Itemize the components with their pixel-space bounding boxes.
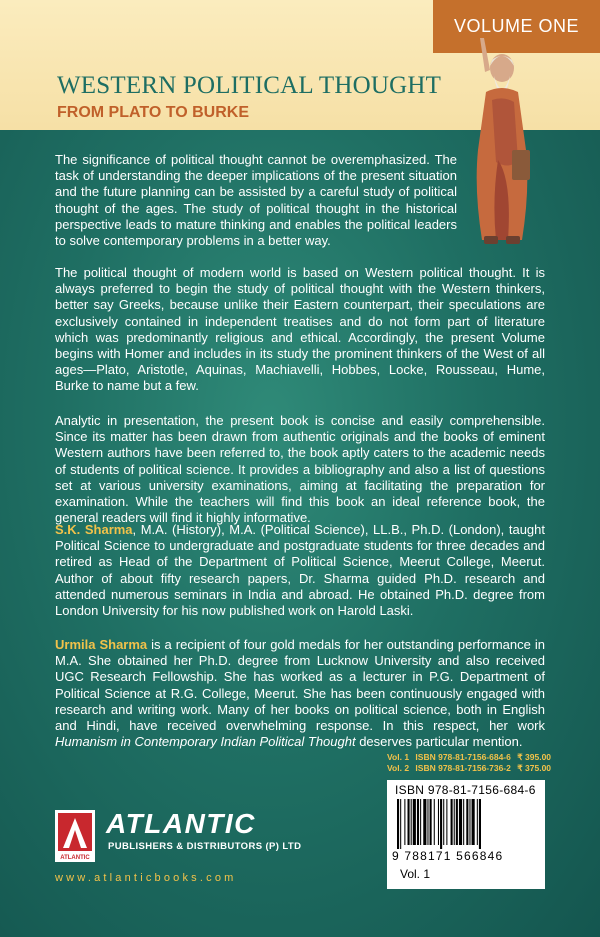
publisher-website: www.atlanticbooks.com: [55, 872, 237, 884]
barcode-digits: 9 788171 566846: [392, 849, 504, 863]
barcode-panel: [387, 780, 545, 889]
isbn-vol: Vol. 1: [387, 752, 410, 762]
publisher-subline: PUBLISHERS & DISTRIBUTORS (P) LTD: [108, 841, 302, 852]
author-bio-urmila-sharma: [55, 637, 545, 750]
publisher-name: ATLANTIC: [106, 808, 256, 839]
description-paragraph-2: The political thought of modern world is based on Western political thought. It is always preferred to begin the study of political thought with the Western thinkers, better say Greeks, because unlike their Eastern counterpart, their speculations are exclusively contained in independent treatises and do not form part of literature which was predominantly religious and ethical. Accordingly, the present Volume begins with Homer and includes in its study the prominent thinkers of the West of all ages—Plato, Aristotle, Aquinas, Machiavelli, Hobbes, Locke, Rousseau, Hume, Burke to name but a few.: [55, 265, 545, 394]
isbn-price: ₹ 375.00: [517, 763, 552, 773]
isbn-vol: Vol. 2: [387, 763, 410, 773]
book-title: WESTERN POLITICAL THOUGHT: [57, 72, 442, 99]
author-bio-text: , M.A. (History), M.A. (Political Science), LL.B., Ph.D. (London), taught Political Science to undergraduate and postgraduate students for three decades and retired as Head of the Department of Political Science, Meerut College, Meerut. Author of about fifty research papers, Dr. Sharma guided Ph.D. research and attended numerous seminars in India and abroad. He obtained Ph.D. degree from London University for his now published work on Harold Laski.: [55, 522, 545, 619]
author-name-sk-sharma: S.K. Sharma: [55, 522, 133, 537]
isbn-row: [387, 763, 555, 774]
barcode-image: [397, 799, 535, 849]
author-name-urmila-sharma: Urmila Sharma: [55, 637, 148, 652]
book-reference: Humanism in Contemporary Indian Political Thought: [55, 734, 356, 750]
barcode-isbn-text: ISBN 978-81-7156-684-6: [395, 783, 536, 797]
volume-label: VOLUME ONE: [433, 0, 600, 53]
logo-caption: ATLANTIC: [60, 855, 90, 861]
description-paragraph-3: Analytic in presentation, the present book is concise and easily comprehensible. Since its matter has been drawn from authentic originals and the books of eminent Western authors have been referred to, the book aptly caters to the academic needs of students of political science. It provides a bibliography and also a list of questions set at various university examinations, aiming at facilitating the preparation for examination. While the teachers will find this book an ideal reference book, the general readers will find it highly informative.: [55, 413, 545, 526]
plato-figure-image: [452, 30, 542, 248]
description-paragraph-1: The significance of political thought cannot be overemphasized. The task of understanding the deeper implications of the present situation and the future planning can be assisted by a careful study of political thought of the ages. The study of political thought in the historical perspective leads to mature thinking and enables the political leaders to solve contemporary problems in a better way.: [55, 152, 457, 249]
book-subtitle: FROM PLATO TO BURKE: [57, 104, 249, 121]
author-bio-sk-sharma: [55, 522, 545, 619]
barcode-volume: Vol. 1: [400, 867, 431, 881]
atlantic-logo-icon: [55, 810, 95, 862]
isbn-price: ₹ 395.00: [517, 752, 552, 762]
isbn-price-list: [387, 752, 555, 774]
isbn-number: ISBN 978-81-7156-736-2: [415, 763, 511, 773]
isbn-row: [387, 752, 555, 763]
author-bio-text: is a recipient of four gold medals for her outstanding performance in M.A. She obtained her Ph.D. degree from Lucknow University and also received UGC Research Fellowship. She has worked as a lecturer in P.G. Department of Political Science at R.G. College, Meerut. She has been continuously engaged with research and writing work. Many of her books on political science, both in English and Hindi, have received overwhelming response. In this respect, her work: [55, 637, 545, 734]
isbn-number: ISBN 978-81-7156-684-6: [415, 752, 511, 762]
author-bio-tail: deserves particular mention.: [355, 734, 523, 750]
